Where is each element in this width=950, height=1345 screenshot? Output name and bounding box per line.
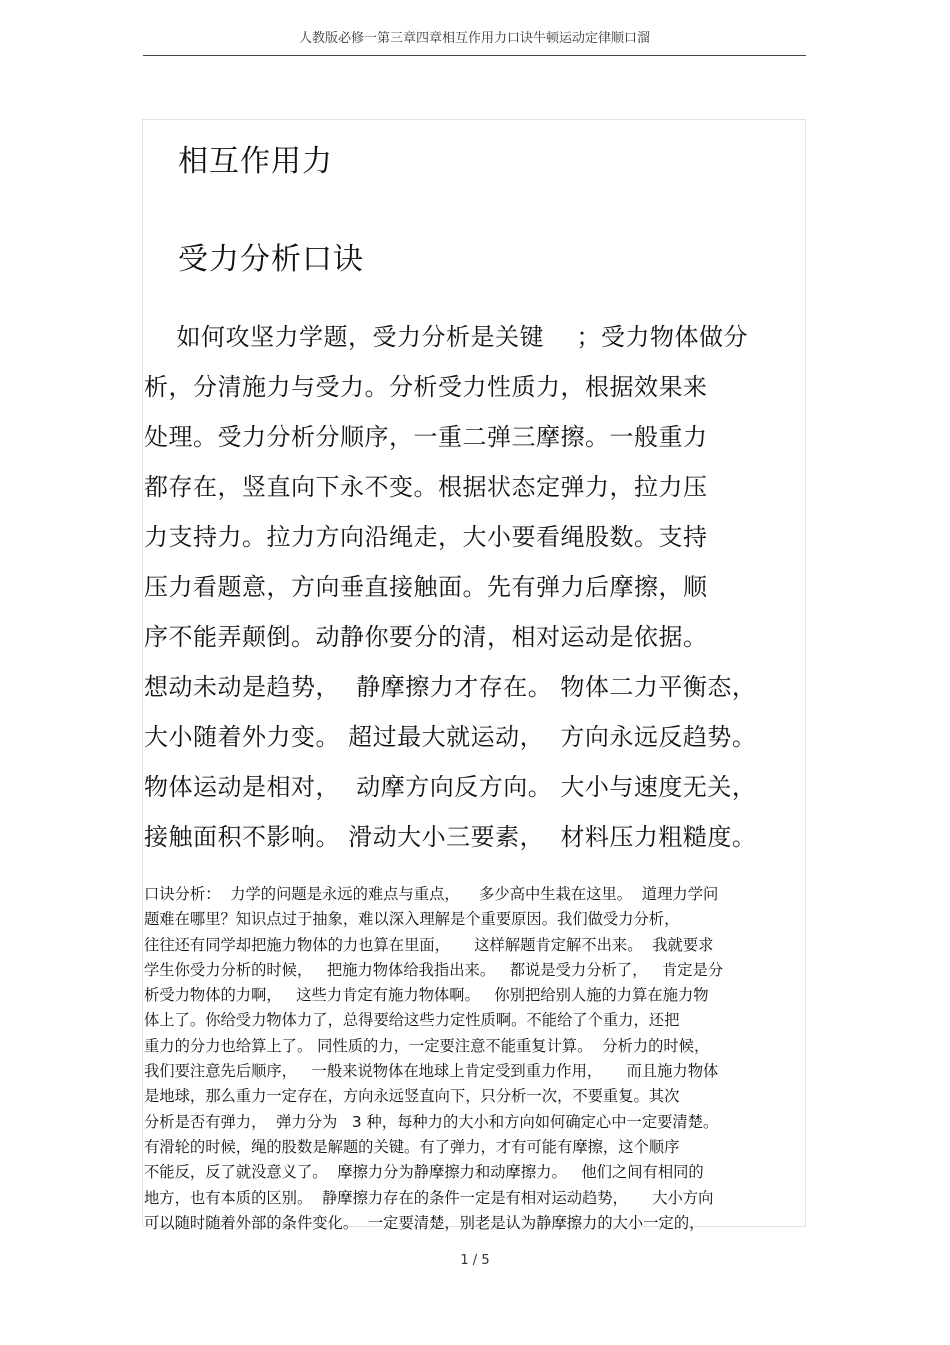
analysis-line: 地方，也有本质的区别。 静摩擦力存在的条件一定是有相对运动趋势， 大小方向 [144, 1188, 714, 1207]
analysis-line: 口诀分析： 力学的问题是永远的难点与重点， 多少高中生栽在这里。 道理力学问 [144, 885, 719, 903]
header-divider [143, 55, 806, 56]
verse-line: 序不能弄颠倒。动静你要分的清，相对运动是依据。 [144, 623, 708, 651]
heading-mutual-force: 相互作用力 [178, 144, 333, 179]
verse-line: 析，分清施力与受力。分析受力性质力，根据效果来 [144, 373, 708, 401]
analysis-line: 分析是否有弹力， 弹力分为 3 种，每种力的大小和方向如何确定心中一定要清楚。 [144, 1112, 719, 1131]
analysis-line: 学生你受力分析的时候， 把施力物体给我指出来。 都说是受力分析了， 肯定是分 [144, 960, 724, 979]
verse-line: 压力看题意，方向垂直接触面。先有弹力后摩擦，顺 [144, 573, 708, 601]
verse-line: 想动未动是趋势， 静摩擦力才存在。 物体二力平衡态， [144, 673, 757, 701]
analysis-line: 题难在哪里？知识点过于抽象，难以深入理解是个重要原因。我们做受力分析， [144, 910, 680, 929]
analysis-line: 往往还有同学却把施力物体的力也算在里面， 这样解题肯定解不出来。 我就要求 [144, 935, 714, 954]
analysis-line: 有滑轮的时候，绳的股数是解题的关键。有了弹力，才有可能有摩擦，这个顺序 [144, 1137, 680, 1156]
verse-line: 处理。受力分析分顺序，一重二弹三摩擦。一般重力 [144, 423, 708, 451]
verse-line: 接触面积不影响。 滑动大小三要素， 材料压力粗糙度。 [144, 823, 757, 851]
analysis-line: 体上了。你给受力物体力了，总得要给这些力定性质啊。不能给了个重力，还把 [144, 1011, 680, 1030]
rhyme-analysis-paragraph [144, 882, 804, 1236]
analysis-line: 是地球，那么重力一定存在，方向永远竖直向下，只分析一次，不要重复。其次 [144, 1087, 680, 1106]
verse-line: 物体运动是相对， 动摩方向反方向。 大小与速度无关， [144, 773, 757, 801]
analysis-line: 我们要注意先后顺序， 一般来说物体在地球上肯定受到重力作用， 而且施力物体 [144, 1062, 719, 1081]
verse-line: 如何攻坚力学题，受力分析是关键 ；受力物体做分 [144, 323, 749, 351]
verse-line: 力支持力。拉力方向沿绳走，大小要看绳股数。支持 [144, 523, 708, 551]
analysis-line: 重力的分力也给算上了。 同性质的力，一定要注意不能重复计算。 分析力的时候， [144, 1036, 710, 1055]
document-header-title: 人教版必修一第三章四章相互作用力口诀牛顿运动定律顺口溜 [298, 31, 650, 46]
page-number: 1 / 5 [460, 1253, 490, 1268]
heading-force-analysis-rhyme: 受力分析口诀 [178, 242, 364, 277]
analysis-line: 可以随时随着外部的条件变化。 一定要清楚，别老是认为静摩擦力的大小一定的， [144, 1213, 705, 1232]
verse-line: 都存在，竖直向下永不变。根据状态定弹力，拉力压 [144, 473, 708, 501]
analysis-line: 析受力物体的力啊， 这些力肯定有施力物体啊。 你别把给别人施的力算在施力物 [144, 986, 709, 1005]
verse-line: 大小随着外力变。 超过最大就运动， 方向永远反趋势。 [144, 723, 757, 751]
rhyme-verse [144, 315, 804, 865]
analysis-line: 不能反，反了就没意义了。 摩擦力分为静摩擦力和动摩擦力。 他们之间有相同的 [144, 1163, 704, 1182]
